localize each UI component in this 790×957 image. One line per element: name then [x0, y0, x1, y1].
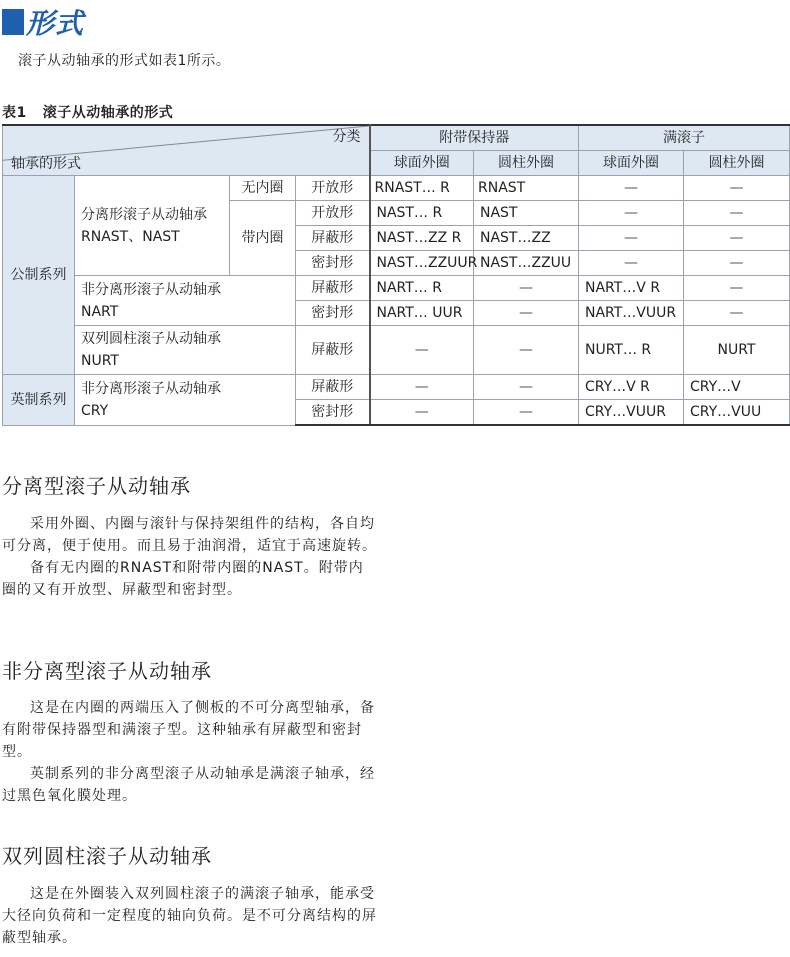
table-caption-label: 表1: [2, 105, 27, 121]
body-double-row: [2, 883, 378, 949]
dash-cell: —: [370, 326, 474, 375]
nonseparable-type-cell: [75, 276, 296, 326]
paragraph: 这是在内圈的两端压入了侧板的不可分离型轴承，备有附带保持器型和满滚子型。这种轴承有屏蔽型和密封型。: [2, 700, 375, 760]
form-open: 开放形: [296, 176, 370, 201]
code-cell: NART…VUUR: [579, 301, 684, 326]
code-cell: NAST… R: [370, 201, 474, 226]
inch-code: CRY: [81, 402, 109, 419]
dash-cell: —: [684, 176, 790, 201]
body-nonseparable: [2, 697, 378, 807]
separable-codes: RNAST、NAST: [81, 228, 180, 245]
code-cell: RNAST: [474, 176, 579, 201]
form-shield: 屏蔽形: [296, 326, 370, 375]
corner-label-form: 轴承的形式: [11, 156, 81, 172]
dash-cell: —: [474, 326, 579, 375]
paragraph: 这是在外圈装入双列圆柱滚子的满滚子轴承，能承受大径向负荷和一定程度的轴向负荷。是不可分离结构的屏蔽型轴承。: [2, 886, 377, 946]
header-full-complement: 满滚子: [579, 125, 790, 151]
header-cage-sphere: 球面外圈: [370, 151, 474, 176]
paragraph: 采用外圈、内圈与滚针与保持架组件的结构，各自均可分离，便于使用。而且易于油润滑，适宜于高速旋转。: [2, 516, 377, 554]
section-title: 形式: [26, 7, 85, 40]
code-cell: CRY…VUUR: [579, 400, 684, 426]
code-cell: NAST…ZZ R: [370, 226, 474, 251]
form-seal: 密封形: [296, 251, 370, 276]
code-cell: NURT: [684, 326, 790, 375]
header-cage-type: 附带保持器: [370, 125, 579, 151]
form-seal: 密封形: [296, 400, 370, 426]
table-caption: [2, 102, 173, 122]
separable-type-cell: [75, 176, 230, 276]
code-cell: CRY…V: [684, 375, 790, 400]
series-inch: 英制系列: [3, 375, 75, 426]
double-row-code: NURT: [81, 353, 119, 369]
with-inner-ring-label: 带内圈: [230, 201, 296, 276]
code-cell: RNAST… R: [370, 176, 474, 201]
table-corner-cell: [3, 125, 370, 176]
dash-cell: —: [684, 226, 790, 251]
corner-label-classification: 分类: [332, 129, 361, 145]
separable-name: 分离形滚子从动轴承: [81, 206, 207, 223]
table-row: [3, 176, 790, 201]
code-cell: NAST…ZZUUR: [370, 251, 474, 276]
code-cell: NART…V R: [579, 276, 684, 301]
code-cell: NAST…ZZ: [474, 226, 579, 251]
code-cell: NART… R: [370, 276, 474, 301]
code-cell: NART… UUR: [370, 301, 474, 326]
section-heading: [0, 4, 84, 40]
form-shield: 屏蔽形: [296, 276, 370, 301]
inch-name: 非分离形滚子从动轴承: [81, 380, 221, 397]
code-cell: NURT… R: [579, 326, 684, 375]
dash-cell: —: [370, 400, 474, 426]
table-caption-title: 滚子从动轴承的形式: [42, 105, 174, 121]
dash-cell: —: [684, 276, 790, 301]
form-open: 开放形: [296, 201, 370, 226]
no-inner-ring-label: 无内圈: [230, 176, 296, 201]
form-seal: 密封形: [296, 301, 370, 326]
table-row: [3, 276, 790, 301]
table-header-row: [3, 125, 790, 151]
bearing-forms-table: [2, 124, 790, 426]
dash-cell: —: [370, 375, 474, 400]
intro-text: 滚子从动轴承的形式如表1所示。: [18, 53, 231, 69]
dash-cell: —: [474, 276, 579, 301]
dash-cell: —: [684, 201, 790, 226]
code-cell: CRY…V R: [579, 375, 684, 400]
header-full-cyl: 圆柱外圈: [684, 151, 790, 176]
table-row: [3, 375, 790, 400]
header-cage-cyl: 圆柱外圈: [474, 151, 579, 176]
body-separable: [2, 513, 378, 601]
paragraph: 英制系列的非分离型滚子从动轴承是满滚子轴承，经过黑色氧化膜处理。: [2, 766, 375, 804]
heading-double-row: 双列圆柱滚子从动轴承: [2, 844, 212, 868]
double-row-name: 双列圆柱滚子从动轴承: [81, 331, 221, 347]
dash-cell: —: [579, 201, 684, 226]
form-shield: 屏蔽形: [296, 375, 370, 400]
dash-cell: —: [684, 301, 790, 326]
paragraph: 备有无内圈的RNAST和附带内圈的NAST。附带内圈的又有开放型、屏蔽型和密封型。: [2, 560, 364, 598]
dash-cell: —: [474, 375, 579, 400]
double-row-type-cell: [75, 326, 296, 375]
heading-nonseparable: 非分离型滚子从动轴承: [2, 659, 212, 683]
code-cell: NAST…ZZUU: [474, 251, 579, 276]
dash-cell: —: [684, 251, 790, 276]
code-cell: NAST: [474, 201, 579, 226]
header-full-sphere: 球面外圈: [579, 151, 684, 176]
nonseparable-name: 非分离形滚子从动轴承: [81, 281, 221, 298]
dash-cell: —: [579, 226, 684, 251]
heading-separable: 分离型滚子从动轴承: [2, 474, 191, 498]
code-cell: CRY…VUU: [684, 400, 790, 426]
nonseparable-code: NART: [81, 303, 119, 320]
heading-bar-mark: [2, 9, 24, 35]
dash-cell: —: [474, 400, 579, 426]
form-shield: 屏蔽形: [296, 226, 370, 251]
inch-type-cell: [75, 375, 296, 426]
dash-cell: —: [579, 251, 684, 276]
dash-cell: —: [474, 301, 579, 326]
series-metric: 公制系列: [3, 176, 75, 375]
dash-cell: —: [579, 176, 684, 201]
